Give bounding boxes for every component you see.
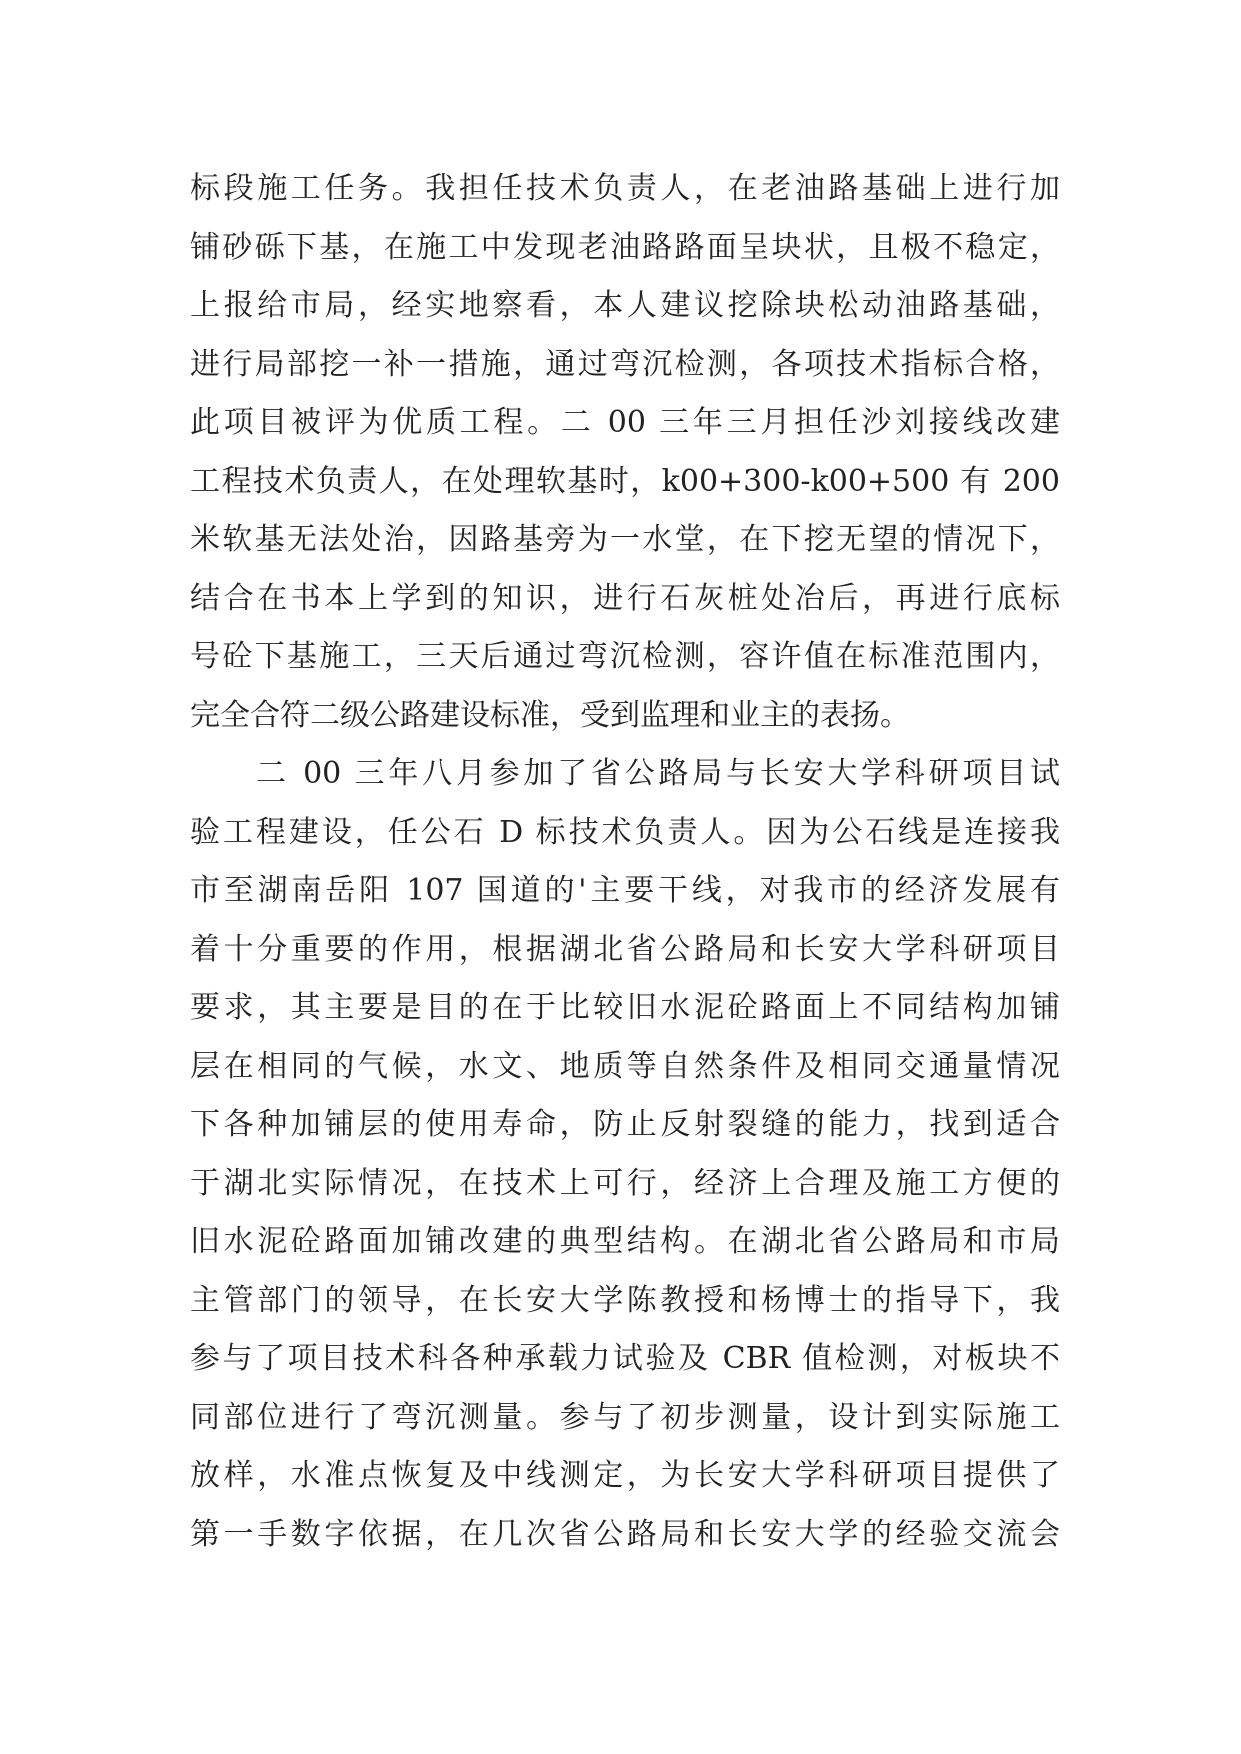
text-line: 放样，水准点恢复及中线测定，为长安大学科研项目提供了 bbox=[190, 1458, 1060, 1493]
text-line: 要求，其主要是目的在于比较旧水泥砼路面上不同结构加铺 bbox=[190, 990, 1060, 1025]
document-body bbox=[190, 160, 1060, 1564]
text-line: 旧水泥砼路面加铺改建的典型结构。在湖北省公路局和市局 bbox=[190, 1224, 1060, 1259]
text-line: 验工程建设，任公石 D 标技术负责人。因为公石线是连接我 bbox=[190, 814, 1060, 850]
text-line: 第一手数字依据，在几次省公路局和长安大学的经验交流会 bbox=[190, 1516, 1060, 1552]
text-line: 号砼下基施工，三天后通过弯沉检测，容许值在标准范围内， bbox=[190, 639, 1060, 674]
text-line: 完全合符二级公路建设标准，受到监理和业主的表扬。 bbox=[190, 697, 910, 733]
text-line: 进行局部挖一补一措施，通过弯沉检测，各项技术指标合格， bbox=[190, 346, 1060, 382]
text-line: 此项目被评为优质工程。二 00 三年三月担任沙刘接线改建 bbox=[190, 405, 1060, 440]
text-line: 米软基无法处治，因路基旁为一水堂，在下挖无望的情况下， bbox=[190, 522, 1060, 557]
text-line: 下各种加铺层的使用寿命，防止反射裂缝的能力，找到适合 bbox=[190, 1107, 1060, 1142]
text-line: 市至湖南岳阳 107 国道的'主要干线，对我市的经济发展有 bbox=[190, 873, 1060, 908]
paragraph-1 bbox=[190, 160, 1060, 745]
text-line: 标段施工任务。我担任技术负责人，在老油路基础上进行加 bbox=[190, 171, 1060, 206]
text-line: 于湖北实际情况，在技术上可行，经济上合理及施工方便的 bbox=[190, 1165, 1060, 1201]
text-line: 层在相同的气候，水文、地质等自然条件及相同交通量情况 bbox=[190, 1048, 1060, 1084]
paragraph-2 bbox=[190, 745, 1060, 1564]
text-line: 结合在书本上学到的知识，进行石灰桩处冶后，再进行底标 bbox=[190, 580, 1060, 616]
text-line: 二 00 三年八月参加了省公路局与长安大学科研项目试 bbox=[256, 756, 1060, 791]
text-line: 主管部门的领导，在长安大学陈教授和杨博士的指导下，我 bbox=[190, 1282, 1060, 1318]
text-line: 铺砂砾下基，在施工中发现老油路路面呈块状，且极不稳定， bbox=[190, 229, 1060, 265]
text-line: 着十分重要的作用，根据湖北省公路局和长安大学科研项目 bbox=[190, 931, 1060, 967]
text-line: 同部位进行了弯沉测量。参与了初步测量，设计到实际施工 bbox=[190, 1399, 1060, 1435]
text-line: 工程技术负责人，在处理软基时，k00+300-k00+500 有 200 bbox=[190, 463, 1060, 499]
text-line: 参与了项目技术科各种承载力试验及 CBR 值检测，对板块不 bbox=[190, 1341, 1060, 1376]
text-line: 上报给市局，经实地察看，本人建议挖除块松动油路基础， bbox=[190, 288, 1060, 323]
